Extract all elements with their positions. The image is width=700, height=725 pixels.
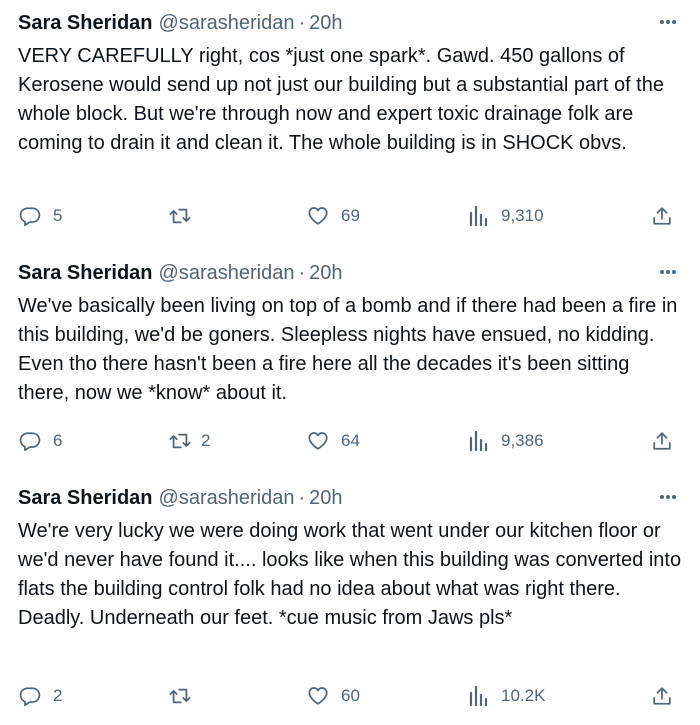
view-count: 9,310 [501, 206, 544, 225]
reply-bubble-icon [18, 429, 42, 453]
like-button[interactable] [306, 201, 360, 231]
views-bar-chart-icon [466, 684, 490, 708]
author-name[interactable]: Sara Sheridan [18, 11, 153, 34]
author-handle[interactable]: @sarasheridan [158, 11, 295, 34]
author-name[interactable]: Sara Sheridan [18, 261, 153, 284]
tweet-header [18, 483, 682, 513]
separator-dot: · [298, 261, 306, 284]
tweet-actions [18, 681, 682, 711]
retweet-button[interactable] [168, 201, 201, 231]
like-count: 60 [341, 686, 360, 705]
reply-button[interactable] [18, 201, 62, 231]
tweet-header [18, 8, 682, 38]
tweet-text: We've basically been living on top of a bomb and if there had been a fire in this building, we'd be goners. Sleepless nights have ensued, no kidding. Even tho there hasn't been a fire here all the decades it's been sitting there, now we *know* about it. [18, 295, 678, 404]
tweet[interactable] [0, 0, 700, 225]
heart-icon [306, 429, 330, 453]
share-button[interactable] [650, 426, 674, 456]
like-count: 69 [341, 206, 360, 225]
share-upload-icon [650, 684, 674, 708]
tweet-text: We're very lucky we were doing work that went under our kitchen floor or we'd never have found it.... looks like when this building was converted into flats the building control folk had no idea about what was right there. Deadly. Underneath our feet. *cue music from Jaws pls* [18, 520, 682, 629]
author-handle[interactable]: @sarasheridan [158, 486, 295, 509]
tweet[interactable] [0, 250, 700, 475]
reply-count: 2 [53, 686, 63, 705]
reply-button[interactable] [18, 426, 62, 456]
like-button[interactable] [306, 681, 360, 711]
view-count: 9,386 [501, 431, 544, 450]
more-dots-icon[interactable] [654, 260, 682, 284]
separator-dot: · [298, 486, 306, 509]
tweet-actions [18, 426, 682, 456]
tweet-text: VERY CAREFULLY right, cos *just one spark*. Gawd. 450 gallons of Kerosene would send up not just our building but a substantial part of the whole block. But we're through now and expert toxic drainage folk are coming to drain it and clean it. The whole building is in SHOCK obvs. [18, 45, 664, 154]
author-name[interactable]: Sara Sheridan [18, 486, 153, 509]
tweet-time[interactable]: 20h [309, 486, 343, 509]
retweet-icon [168, 204, 192, 228]
view-count: 10.2K [501, 686, 546, 705]
reply-button[interactable] [18, 681, 62, 711]
tweet[interactable] [0, 475, 700, 705]
views-bar-chart-icon [466, 204, 490, 228]
retweet-button[interactable] [168, 681, 201, 711]
share-upload-icon [650, 204, 674, 228]
retweet-button[interactable] [168, 426, 210, 456]
reply-count: 5 [53, 206, 63, 225]
retweet-icon [168, 429, 192, 453]
views-button[interactable] [466, 201, 544, 231]
more-dots-icon[interactable] [654, 485, 682, 509]
heart-icon [306, 684, 330, 708]
tweet-actions [18, 201, 682, 231]
reply-bubble-icon [18, 684, 42, 708]
reply-count: 6 [53, 431, 63, 450]
like-button[interactable] [306, 426, 360, 456]
views-button[interactable] [466, 426, 544, 456]
retweet-icon [168, 684, 192, 708]
tweet-time[interactable]: 20h [309, 261, 343, 284]
share-button[interactable] [650, 681, 674, 711]
views-bar-chart-icon [466, 429, 490, 453]
retweet-count: 2 [201, 431, 211, 450]
more-dots-icon[interactable] [654, 10, 682, 34]
heart-icon [306, 204, 330, 228]
views-button[interactable] [466, 681, 545, 711]
author-handle[interactable]: @sarasheridan [158, 261, 295, 284]
tweet-header [18, 258, 682, 288]
reply-bubble-icon [18, 204, 42, 228]
share-upload-icon [650, 429, 674, 453]
share-button[interactable] [650, 201, 674, 231]
separator-dot: · [298, 11, 306, 34]
tweet-time[interactable]: 20h [309, 11, 343, 34]
like-count: 64 [341, 431, 360, 450]
